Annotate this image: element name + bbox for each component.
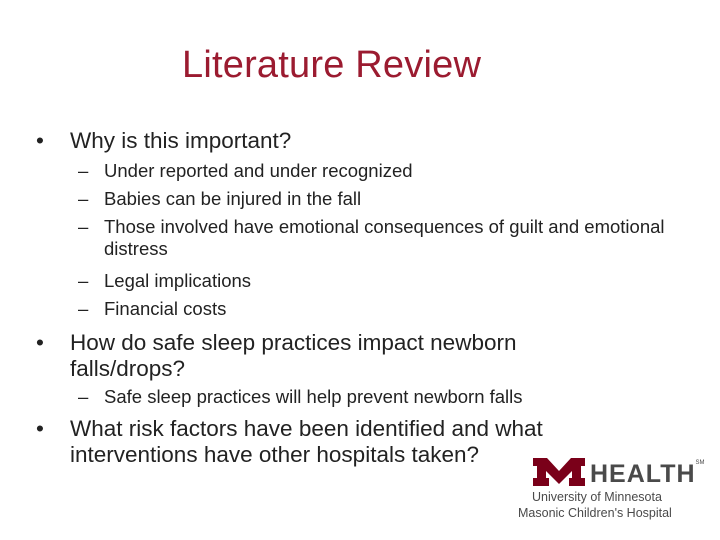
bullet-text: Why is this important? xyxy=(70,128,292,153)
bullet-marker: • xyxy=(36,128,44,153)
sub-bullet-text: Under reported and under recognized xyxy=(104,160,413,181)
bullet-text: How do safe sleep practices impact newborn falls/drops? xyxy=(70,330,517,381)
sub-bullet-text: Financial costs xyxy=(104,298,227,319)
bullet-marker: • xyxy=(36,416,44,441)
sub-bullet-marker: – xyxy=(78,386,89,407)
block-m-icon xyxy=(533,458,585,486)
logo-wordmark xyxy=(590,460,705,489)
logo-wordmark-text: HEALTH xyxy=(590,460,696,488)
university-health-logo xyxy=(518,458,705,526)
sub-bullet-text: Babies can be injured in the fall xyxy=(104,188,362,209)
service-mark: SM xyxy=(695,460,705,466)
sub-bullet-marker: – xyxy=(78,160,89,181)
logo-university-name: University of Minnesota xyxy=(532,490,662,504)
sub-bullet-text: Those involved have emotional consequences of guilt and emotional distress xyxy=(104,216,665,259)
slide-title: Literature Review xyxy=(182,44,482,86)
sub-bullet-text: Legal implications xyxy=(104,270,252,291)
logo-hospital-name: Masonic Children's Hospital xyxy=(518,506,672,520)
sub-bullet-marker: – xyxy=(78,270,89,291)
sub-bullet-marker: – xyxy=(78,298,89,319)
bullet-marker: • xyxy=(36,330,44,355)
sub-bullet-marker: – xyxy=(78,188,89,209)
sub-bullet-marker: – xyxy=(78,216,89,237)
bullet-text: What risk factors have been identified and what interventions have other hospitals taken? xyxy=(70,416,543,467)
sub-bullet-text: Safe sleep practices will help prevent newborn falls xyxy=(104,386,523,407)
